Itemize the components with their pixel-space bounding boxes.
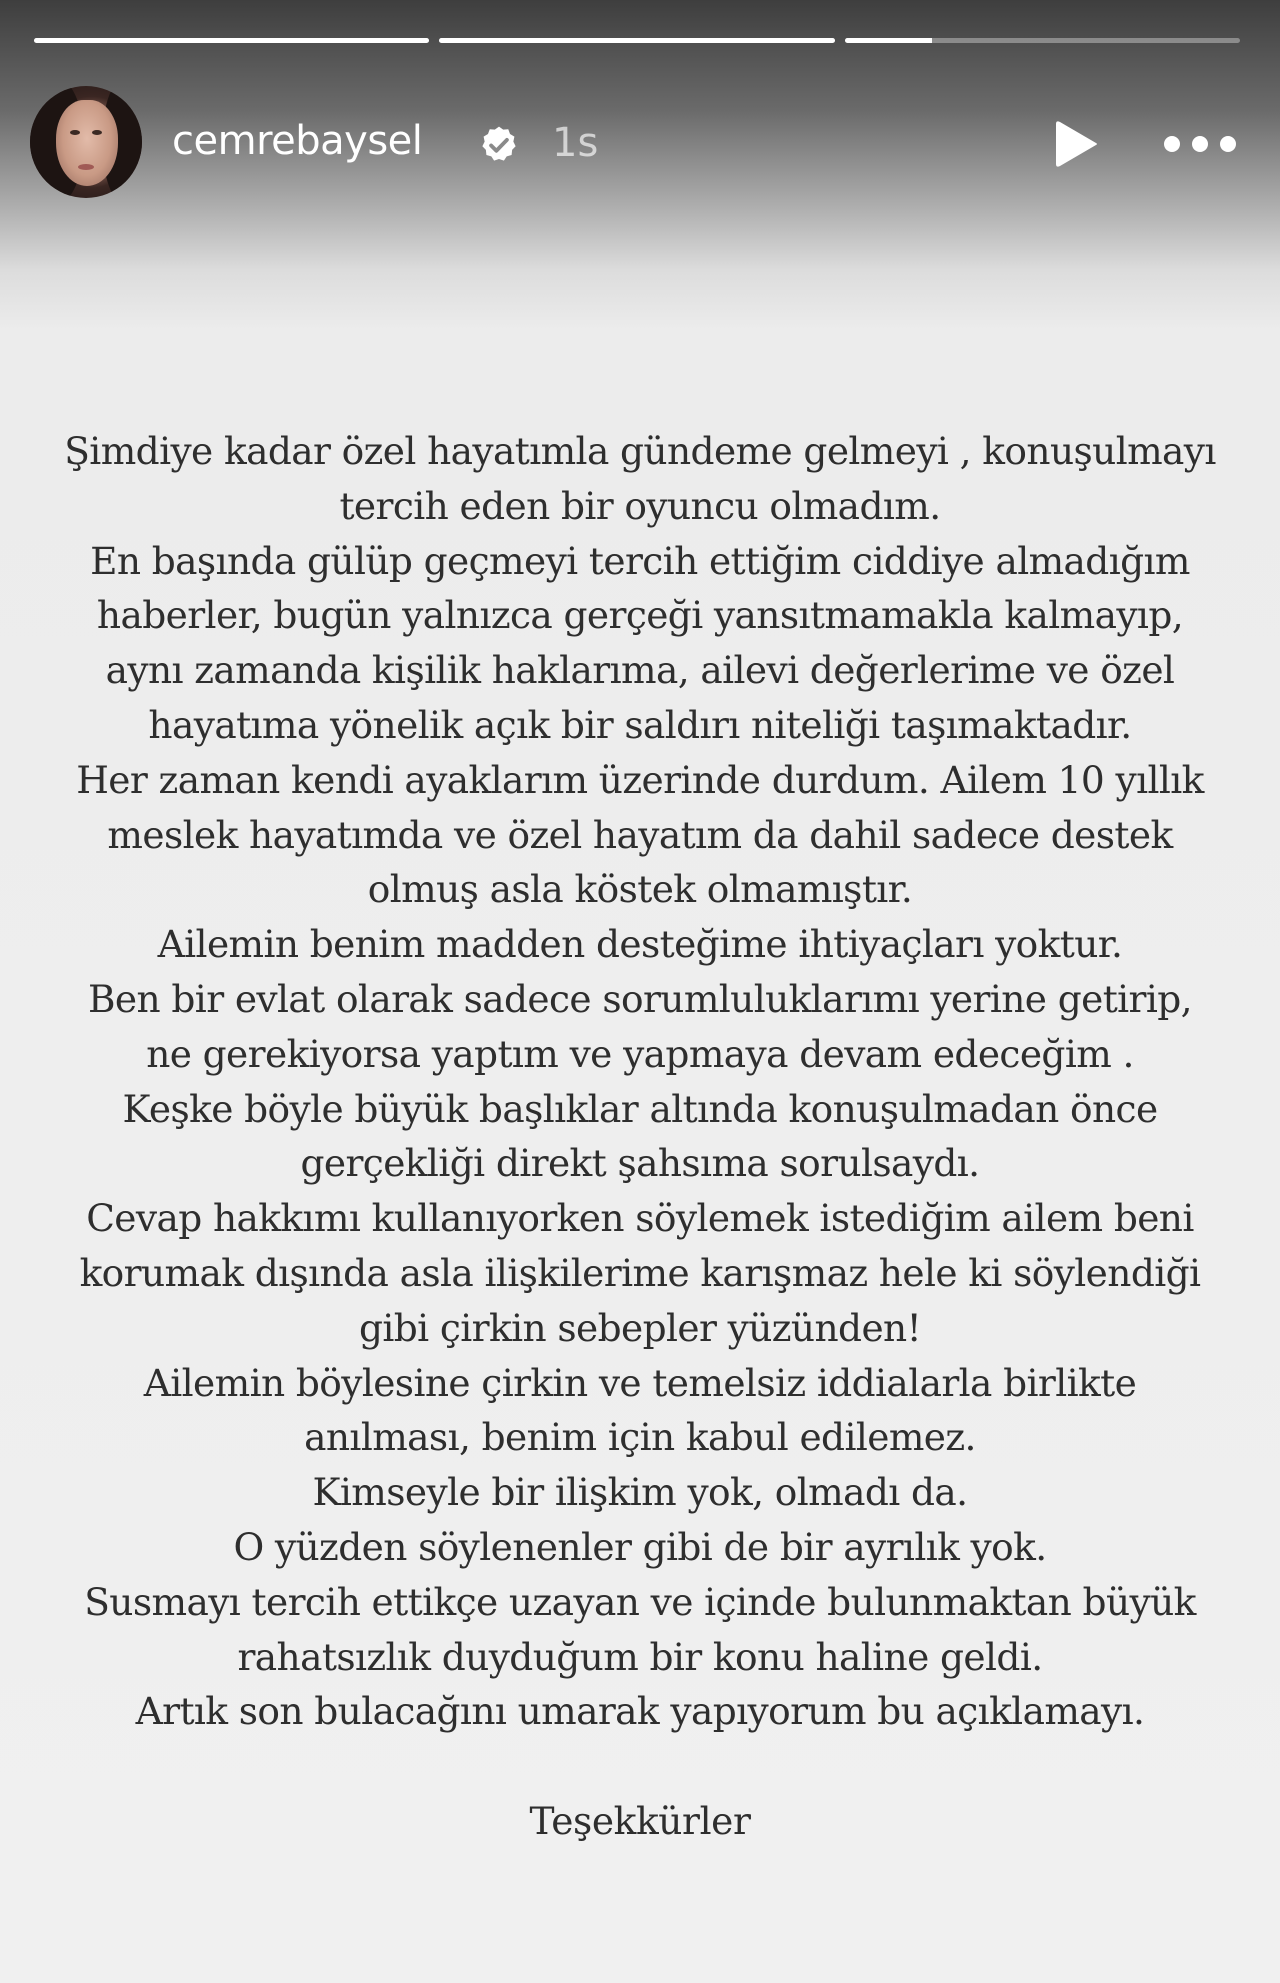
statement-line: haberler, bugün yalnızca gerçeği yansıtmamakla kalmayıp, [96, 593, 1184, 638]
statement-line: gibi çirkin sebepler yüzünden! [358, 1305, 922, 1350]
statement-line: Şimdiye kadar özel hayatımla gündeme gelmeyi , konuşulmayı [64, 429, 1216, 473]
play-icon[interactable] [1048, 116, 1104, 172]
statement-line: meslek hayatımda ve özel hayatım da dahil sadece destek [107, 812, 1173, 857]
statement-line: Ben bir evlat olarak sadece sorumluluklarımı yerine getirip, [87, 976, 1193, 1021]
progress-segment [845, 38, 1240, 43]
progress-fill [34, 38, 429, 43]
statement-line: Ailemin benim madden desteğime ihtiyaçları yoktur. [157, 922, 1123, 967]
statement-line: Artık son bulacağını umarak yapıyorum bu açıklamayı. [135, 1689, 1145, 1734]
avatar-lips [78, 164, 94, 170]
progress-segment [439, 38, 834, 43]
progress-fill [845, 38, 932, 43]
avatar-eye-left [70, 130, 80, 135]
statement-line: Her zaman kendi ayaklarım üzerinde durdum. Ailem 10 yıllık [76, 757, 1204, 802]
statement-line: korumak dışında asla ilişkilerime karışmaz hele ki söylendiği [79, 1250, 1201, 1295]
statement-closing: Teşekkürler [529, 1799, 751, 1843]
statement-line: Keşke böyle büyük başlıklar altında konuşulmadan önce [122, 1086, 1158, 1131]
statement-line: Cevap hakkımı kullanıyorken söylemek istediğim ailem beni [86, 1196, 1194, 1241]
statement-line: O yüzden söylenenler gibi de bir ayrılık yok. [233, 1524, 1047, 1569]
story-progress [34, 38, 1240, 44]
statement-line: olmuş asla köstek olmamıştır. [367, 867, 913, 912]
statement-line: ne gerekiyorsa yaptım ve yapmaya devam edeceğim . [146, 1031, 1134, 1076]
statement-text [0, 424, 1280, 1739]
avatar-face [56, 100, 118, 186]
statement-line: Kimseyle bir ilişkim yok, olmadı da. [312, 1470, 968, 1515]
verified-badge-icon [478, 124, 520, 166]
username[interactable]: cemrebaysel [172, 118, 423, 164]
statement-line: En başında gülüp geçmeyi tercih ettiğim ciddiye almadığım [90, 538, 1190, 583]
statement-line: Susmayı tercih ettikçe uzayan ve içinde bulunmaktan büyük [84, 1579, 1196, 1624]
progress-fill [439, 38, 834, 43]
statement-line: tercih eden bir oyuncu olmadım. [339, 483, 941, 528]
more-icon[interactable] [1160, 126, 1240, 162]
avatar[interactable] [30, 86, 142, 198]
statement-line: hayatıma yönelik açık bir saldırı niteliği taşımaktadır. [148, 702, 1132, 747]
statement-line: gerçekliği direkt şahsıma sorulsaydı. [300, 1141, 980, 1186]
progress-segment [34, 38, 429, 43]
avatar-eye-right [92, 130, 102, 135]
statement-line: Ailemin böylesine çirkin ve temelsiz iddialarla birlikte [143, 1360, 1137, 1405]
statement-line: rahatsızlık duyduğum bir konu haline geldi. [237, 1634, 1043, 1679]
post-time: 1s [552, 120, 599, 166]
story-header [30, 86, 1250, 198]
statement-line: aynı zamanda kişilik haklarıma, ailevi değerlerime ve özel [105, 648, 1175, 693]
statement-line: anılması, benim için kabul edilemez. [304, 1415, 976, 1460]
